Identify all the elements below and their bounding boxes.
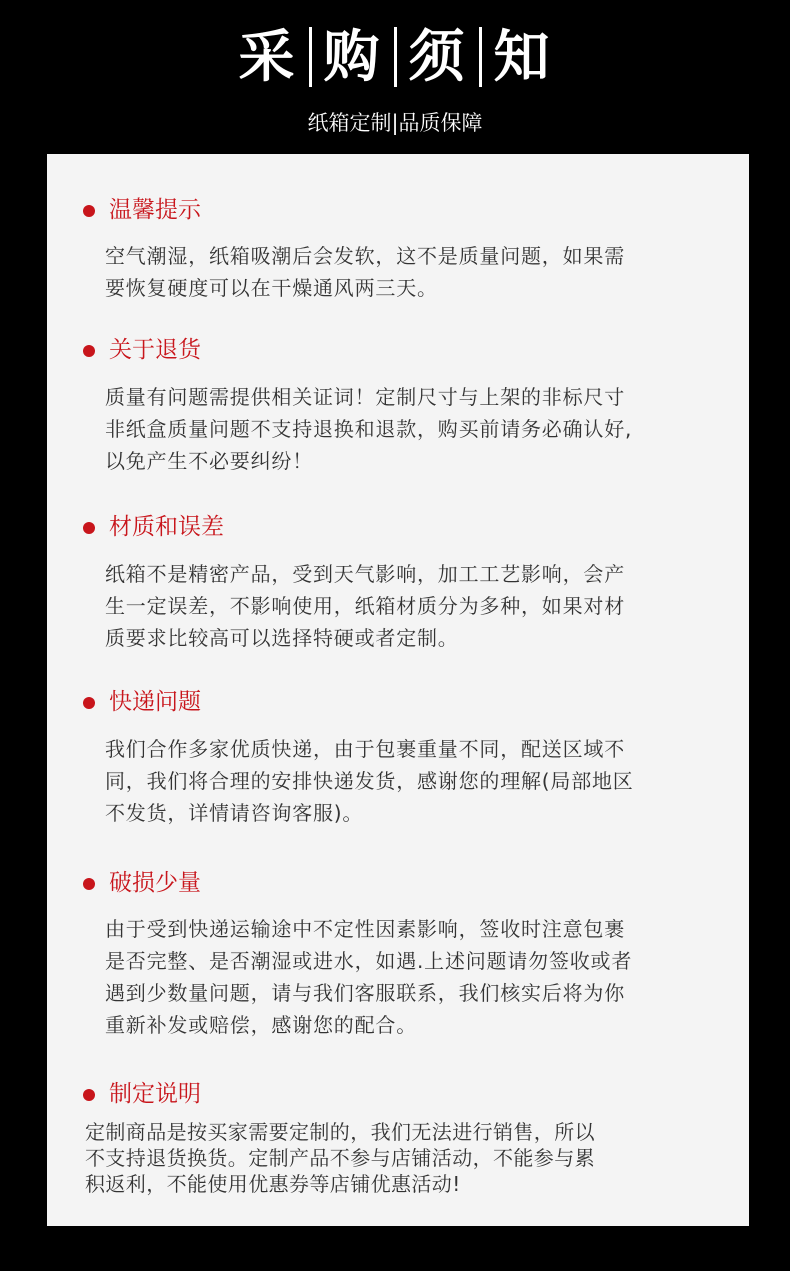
bullet-dot-icon: [83, 345, 95, 357]
title-divider: [479, 27, 482, 87]
title-divider: [394, 27, 397, 87]
section-custom-notes: [47, 1076, 749, 1196]
bullet-dot-icon: [83, 205, 95, 217]
body-line: 不发货，详情请咨询客服)。: [105, 801, 364, 825]
section-title: 破损少量: [109, 870, 201, 896]
section-returns: [47, 332, 749, 473]
section-body: [105, 558, 705, 654]
body-line: 非纸盒质量问题不支持退换和退款，购买前请务必确认好,: [105, 417, 633, 441]
body-line: 遇到少数量问题，请与我们客服联系，我们核实后将为你: [105, 981, 625, 1005]
body-line: 同，我们将合理的安排快递发货，感谢您的理解(局部地区: [105, 769, 634, 793]
bullet-dot-icon: [83, 697, 95, 709]
section-body: [105, 733, 705, 829]
section-header: [47, 1076, 749, 1112]
section-shipping: [47, 684, 749, 825]
bullet-dot-icon: [83, 878, 95, 890]
body-line: 质要求比较高可以选择特硬或者定制。: [105, 626, 459, 650]
body-line: 积返利，不能使用优惠券等店铺优惠活动!: [85, 1172, 461, 1196]
section-header: [47, 865, 749, 901]
body-line: 生一定误差，不影响使用，纸箱材质分为多种，如果对材: [105, 594, 625, 618]
section-warm-tips: [47, 192, 749, 300]
section-title: 制定说明: [109, 1081, 201, 1107]
body-line: 我们合作多家优质快递，由于包裹重量不同，配送区域不: [105, 737, 625, 761]
body-line: 质量有问题需提供相关证词！定制尺寸与上架的非标尺寸: [105, 385, 625, 409]
body-line: 重新补发或赔偿，感谢您的配合。: [105, 1013, 417, 1037]
section-header: [47, 509, 749, 545]
body-line: 要恢复硬度可以在干燥通风两三天。: [105, 276, 438, 300]
page-subtitle: 纸箱定制|品质保障: [307, 111, 483, 135]
title-char: 须: [408, 25, 467, 90]
section-title: 关于退货: [109, 337, 201, 363]
body-line: 以免产生不必要纠纷！: [105, 449, 313, 473]
body-line: 纸箱不是精密产品，受到天气影响，加工工艺影响，会产: [105, 562, 625, 586]
section-material: [47, 509, 749, 650]
title-char: 购: [323, 25, 382, 90]
body-line: 由于受到快递运输途中不定性因素影响，签收时注意包裹: [105, 917, 625, 941]
page-title: [0, 22, 790, 94]
body-line: 是否完整、是否潮湿或进水，如遇.上述问题请勿签收或者: [105, 949, 633, 973]
section-body: [85, 1119, 725, 1197]
body-line: 空气潮湿，纸箱吸潮后会发软，这不是质量问题，如果需: [105, 244, 625, 268]
section-title: 材质和误差: [109, 514, 224, 540]
body-line: 不支持退货换货。定制产品不参与店铺活动，不能参与累: [85, 1146, 595, 1170]
section-body: [105, 913, 705, 1041]
title-char: 采: [238, 25, 297, 90]
section-damage: [47, 865, 749, 1037]
bullet-dot-icon: [83, 1089, 95, 1101]
title-char: 知: [493, 25, 552, 90]
section-header: [47, 332, 749, 368]
section-header: [47, 684, 749, 720]
section-body: [105, 240, 705, 304]
section-body: [105, 381, 705, 477]
section-title: 快递问题: [109, 689, 201, 715]
section-header: [47, 192, 749, 228]
title-divider: [309, 27, 312, 87]
bullet-dot-icon: [83, 522, 95, 534]
notice-card: [47, 154, 749, 1226]
body-line: 定制商品是按买家需要定制的，我们无法进行销售，所以: [85, 1120, 595, 1144]
section-title: 温馨提示: [109, 197, 201, 223]
